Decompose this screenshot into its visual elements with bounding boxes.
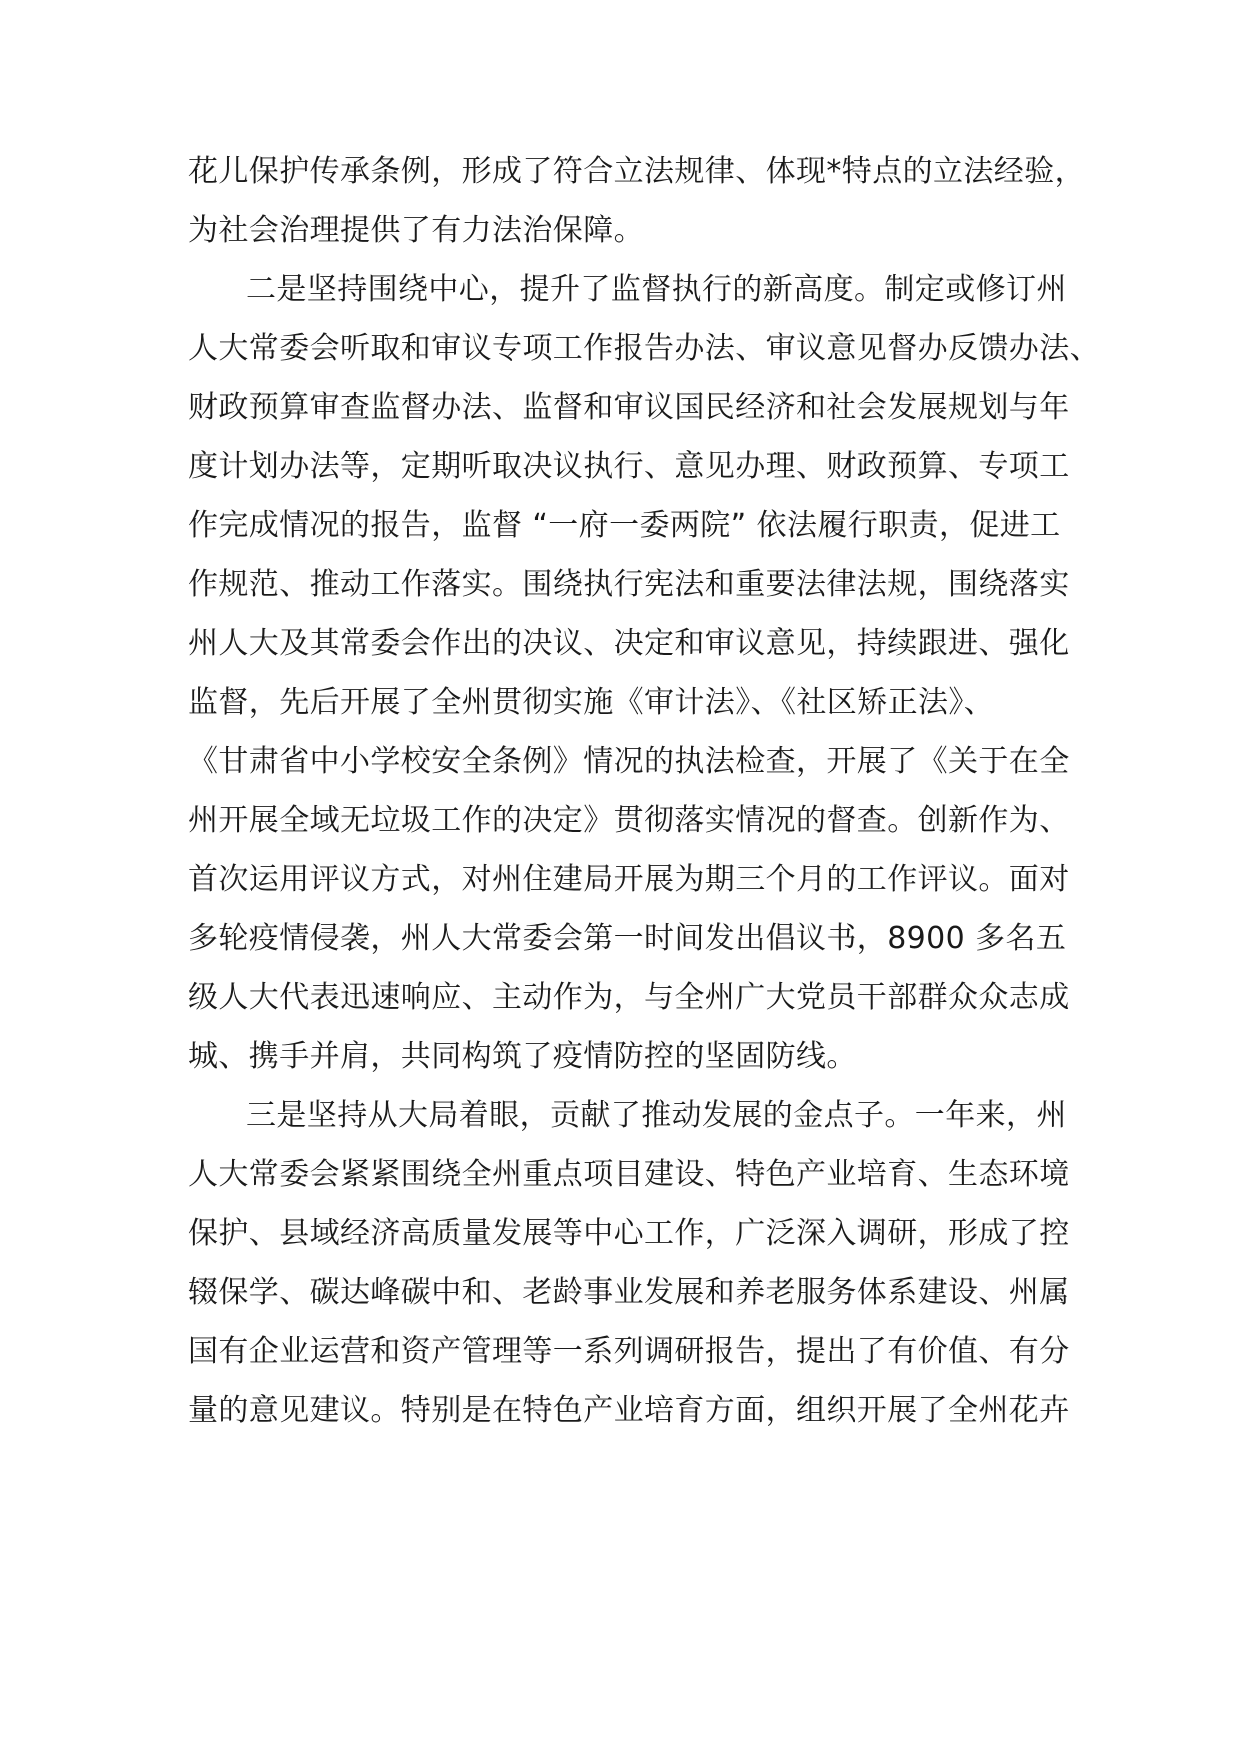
- text-line: 多轮疫情侵袭，州人大常委会第一时间发出倡议书，8900 多名五: [188, 921, 1067, 956]
- text-line: 监督，先后开展了全州贯彻实施《审计法》、《社区矫正法》、: [188, 685, 995, 720]
- paragraph-start-line: 二是坚持围绕中心，提升了监督执行的新高度。制定或修订州: [246, 272, 1067, 307]
- text-line: 作规范、推动工作落实。围绕执行宪法和重要法律法规，围绕落实: [188, 567, 1070, 602]
- text-line: 级人大代表迅速响应、主动作为，与全州广大党员干部群众众志成: [188, 980, 1070, 1015]
- text-line: 花儿保护传承条例，形成了符合立法规律、体现*特点的立法经验，: [188, 154, 1085, 189]
- text-line: 为社会治理提供了有力法治保障。: [188, 213, 644, 248]
- text-line: 财政预算审查监督办法、监督和审议国民经济和社会发展规划与年: [188, 390, 1070, 425]
- text-line: 人大常委会听取和审议专项工作报告办法、审议意见督办反馈办法、: [188, 331, 1100, 366]
- text-line: 辍保学、碳达峰碳中和、老龄事业发展和养老服务体系建设、州属: [188, 1275, 1070, 1310]
- text-line: 国有企业运营和资产管理等一系列调研报告，提出了有价值、有分: [188, 1334, 1070, 1369]
- text-line: 州开展全域无垃圾工作的决定》贯彻落实情况的督查。创新作为、: [188, 803, 1070, 838]
- text-line: 人大常委会紧紧围绕全州重点项目建设、特色产业培育、生态环境: [188, 1157, 1070, 1192]
- text-line: 州人大及其常委会作出的决议、决定和审议意见，持续跟进、强化: [188, 626, 1070, 661]
- paragraph-start-line: 三是坚持从大局着眼，贡献了推动发展的金点子。一年来，州: [246, 1098, 1067, 1133]
- text-line: 保护、县域经济高质量发展等中心工作，广泛深入调研，形成了控: [188, 1216, 1070, 1251]
- text-line: 度计划办法等，定期听取决议执行、意见办理、财政预算、专项工: [188, 449, 1070, 484]
- text-line: 《甘肃省中小学校安全条例》情况的执法检查，开展了《关于在全: [188, 744, 1070, 779]
- text-line: 首次运用评议方式，对州住建局开展为期三个月的工作评议。面对: [188, 862, 1070, 897]
- text-line: 城、携手并肩，共同构筑了疫情防控的坚固防线。: [188, 1039, 857, 1074]
- text-line: 作完成情况的报告，监督 “一府一委两院” 依法履行职责，促进工: [188, 508, 1061, 543]
- text-line: 量的意见建议。特别是在特色产业培育方面，组织开展了全州花卉: [188, 1393, 1070, 1428]
